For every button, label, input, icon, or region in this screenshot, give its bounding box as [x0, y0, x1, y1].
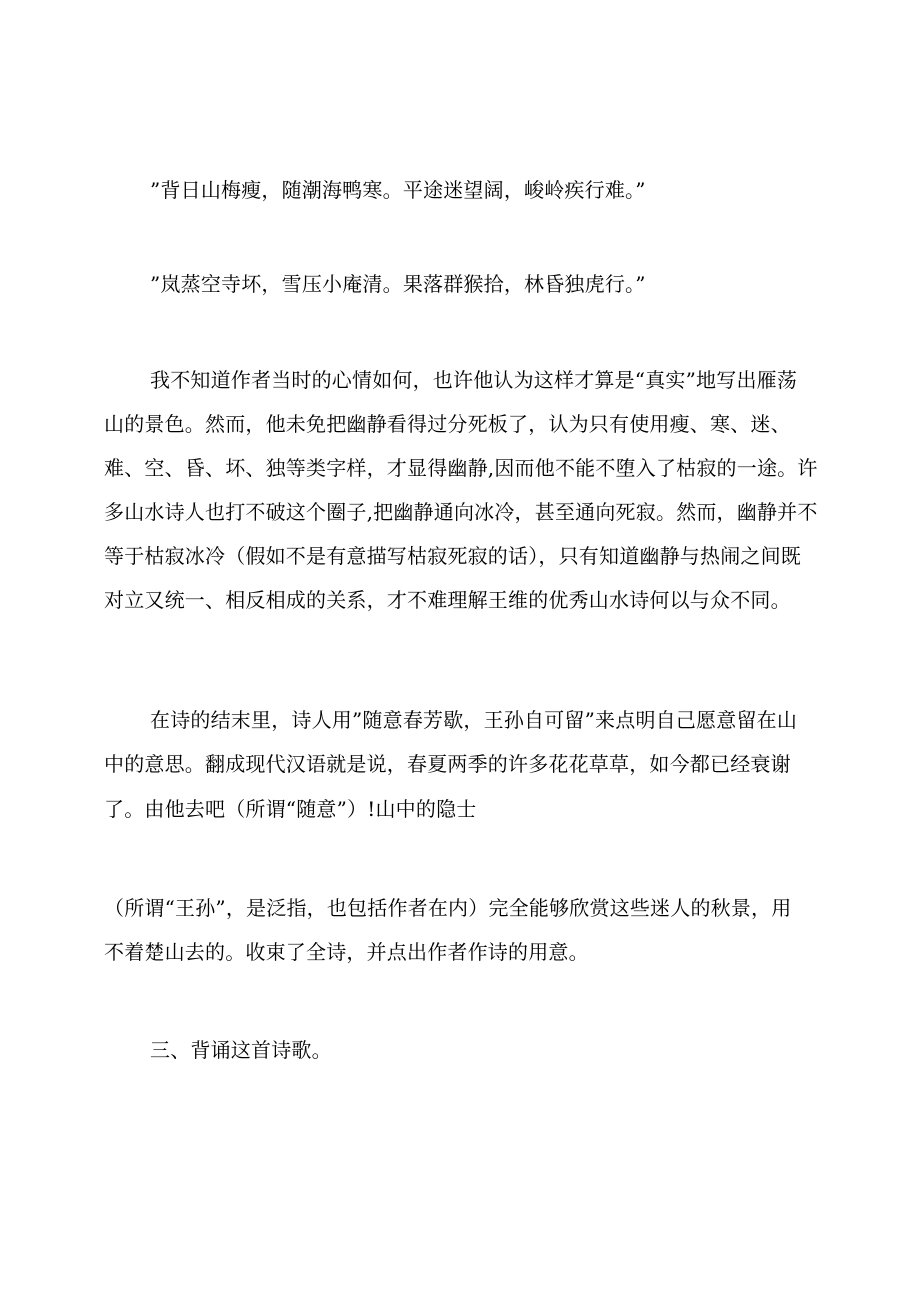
verse-line-1: ”背日山梅瘦，随潮海鸭寒。平途迷望阔，峻岭疾行难。”	[150, 178, 646, 202]
paragraph-line: 等于枯寂冰冷（假如不是有意描写枯寂死寂的话），只有知道幽静与热闹之间既	[104, 544, 801, 568]
paragraph-line: 我不知道作者当时的心情如何，也许他认为这样才算是“真实”地写出雁荡	[150, 368, 798, 392]
paragraph-line: 对立又统一、相反相成的关系，才不难理解王维的优秀山水诗何以与众不同。	[104, 588, 791, 612]
paragraph-line: 难、空、昏、坏、独等类字样，才显得幽静,因而他不能不堕入了枯寂的一途。许	[104, 456, 818, 480]
paragraph-line: （所谓“王孙”，是泛指，也包括作者在内）完全能够欣赏这些迷人的秋景，用	[104, 896, 792, 920]
paragraph-line: 中的意思。翻成现代汉语就是说，春夏两季的许多花花草草，如今都已经衰谢	[104, 752, 791, 776]
paragraph-line: 不着楚山去的。收束了全诗，并点出作者作诗的用意。	[104, 940, 589, 964]
paragraph-line: 山的景色。然而，他未免把幽静看得过分死板了，认为只有使用瘦、寒、迷、	[104, 412, 791, 436]
section-heading: 三、背诵这首诗歌。	[150, 1038, 332, 1062]
verse-line-2: ”岚蒸空寺坏，雪压小庵清。果落群猴拾，林昏独虎行。”	[150, 272, 646, 296]
paragraph-line: 多山水诗人也打不破这个圈子,把幽静通向冰冷，甚至通向死寂。然而，幽静并不	[104, 500, 818, 524]
paragraph-line: 在诗的结末里，诗人用”随意春芳歇，王孙自可留”来点明自己愿意留在山	[150, 708, 798, 732]
paragraph-line: 了。由他去吧（所谓“随意”）!山中的隐士	[104, 797, 477, 821]
